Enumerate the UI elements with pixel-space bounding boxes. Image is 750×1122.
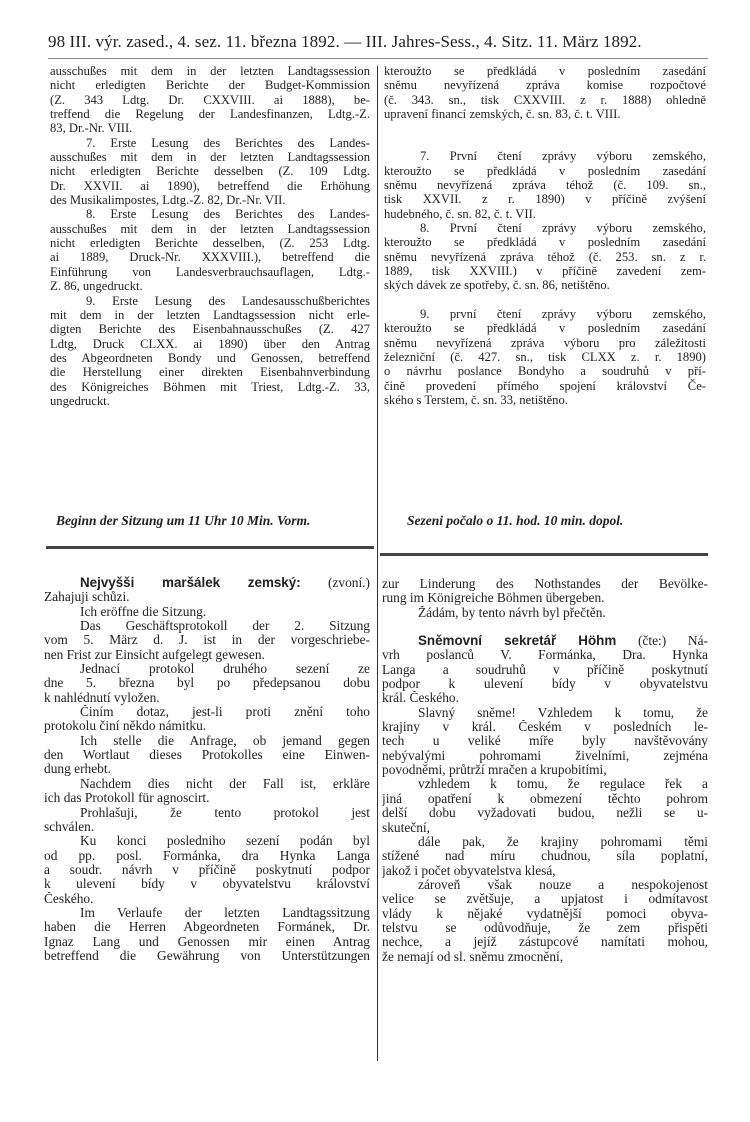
text-line: schválen. [44,819,95,834]
text-line: 7. První čtení zprávy výboru zemského, [420,149,706,164]
text-line: povodněmi, průtrží mračen a krupobitími, [382,763,607,778]
text-line: (Z. 343 Ldtg. Dr. CXXVIII. ai 1888), be- [50,92,370,107]
paragraph [50,136,370,208]
paragraph [382,777,708,834]
text-line: nicht erledigten Berichte desselben, (Z. 253 Ldtg. [50,236,370,251]
text-line: 7. Erste Lesung des Berichtes des Landes- [86,135,370,150]
text-line: jakož i počet obyvatelstva klesá, [382,863,556,878]
text-line: Ignaz Lang und Genossen mir einen Antrag [44,934,370,949]
text-line: sněmu nevyřízená zpráva komise rozpočtové [384,78,706,93]
paragraph [50,64,370,136]
text-line: nen Frist zur Einsicht aufgelegt gewesen. [44,647,265,662]
speaker-name: Sněmovní sekretář Höhm [418,634,617,649]
text-line: ausschußes mit dem in der letzten Landtagssession [50,150,370,165]
text-line: dále pak, že krajiny pohromami těmi [418,834,708,849]
paragraph [44,619,370,662]
top-left-column [50,64,370,408]
text-line: 9. první čtení zprávy výboru zemského, [420,306,706,321]
text-line: sněmu nevyřízená zpráva téhož (č. 109. sn., [384,178,706,193]
paragraph [50,294,370,409]
text-line: (č. 343. sn., tisk CXXVIII. z r. 1888) ohledně [384,92,706,107]
text-line: vzhledem k tomu, že regulace řek a [418,777,708,792]
text-line: haben die Herren Abgeordneten Formánek, Dr. [44,920,370,935]
paragraph [382,835,708,878]
text-line: tech u veliké míře byly navštěvovány [382,734,708,749]
text-line: ai 1889, Druck-Nr. XXXVIII.), betreffend die [50,250,370,265]
text-line: hudebného, č. sn. 82, č. t. VII. [384,206,536,221]
text-line: dung erhebt. [44,762,111,777]
text-line: Einführung von Landesverbrauchsauflagen, Ldtg.- [50,264,370,279]
paragraph [382,634,708,706]
text-line: nebývalými pohromami živelními, zejména [382,748,708,763]
section-divider-left [46,546,374,549]
paragraph [382,606,708,620]
text-line: nechce, a jejíž zástupcové namítati mohou, [382,935,708,950]
text-line: stížené nad míru chudnou, síla poplatní, [382,849,708,864]
paragraph [384,307,706,407]
text-line: velice se zvětšuje, a upjatost i odmítavost [382,892,708,907]
text-line: o návrhu poslance Bondyho a soudruhů v pří- [384,364,706,379]
header-rule [48,58,708,59]
text-line: krajiny v král. Českém v posledních le- [382,720,708,735]
text-line: sněmu nevyřízená zpráva výboru pro záležitosti [384,335,706,350]
text-line [382,634,708,648]
text-line: 8. Erste Lesung des Berichtes des Landes- [86,207,370,222]
text-line: ich das Protokoll für agnoscirt. [44,791,210,806]
text-line: kteroužto se předkládá v posledním zasedání [384,321,706,336]
text-line: 1889, tisk XXVIII.) v příčině zavedení zem- [384,264,706,279]
text-line: Ku konci posledniho sezení podán byl [80,834,370,849]
paragraph [44,777,370,806]
text-line: ausschußes mit dem in der letzten Landtagssession [50,221,370,236]
text-line: že nemají od sl. sněmu zmocnění, [382,949,564,964]
text-line: Im Verlaufe der letzten Landtagssitzung [80,905,370,920]
text-line: ského s Terstem, č. sn. 33, netištěno. [384,392,568,407]
text-line: 9. Erste Lesung des Landesausschußberichtes [86,293,370,308]
column-divider [377,66,378,1061]
text-line: des Abgeordneten Bondy und Genossen, betreffend [50,350,370,365]
session-start-czech: Sezeni počalo o 11. hod. 10 min. dopol. [407,513,624,528]
text-line: k nahlédnutí vyložen. [44,690,160,705]
text-line: tisk XXVII. z r. 1890) v příčině zvýšení [384,192,706,207]
text-line: vom 5. März d. J. ist in der vorgeschriebe- [44,633,370,648]
paragraph [44,734,370,777]
text-line: 8. První čtení zprávy výboru zemského, [420,221,706,236]
text-line: telstvu se odůvodňuje, že zem přispěti [382,920,708,935]
text-line: die Herstellung einer direkten Eisenbahnverbindung [50,365,370,380]
text-line: Prohlašuji, že tento protokol jest [80,805,370,820]
paragraph [384,221,706,293]
text-line: kteroužto se předkládá v posledním zasedání [384,235,706,250]
text-line: kteroužto se předkládá v posledním zasedání [384,163,706,178]
text-line: od pp. posl. Formánka, dra Hynka Langa [44,848,370,863]
text-line: čině provedení přímého spojení království Če- [384,378,706,393]
text-line: Českého. [44,891,94,906]
text-line: Zahajuji schůzi. [44,590,130,605]
header-czech: 98 III. výr. zased., 4. sez. 11. března 1892. [48,32,340,51]
paragraph [44,806,370,835]
paragraph [382,878,708,964]
paragraph [44,576,370,605]
paragraph [382,706,708,778]
text-line: ausschußes mit dem in der letzten Landtagssession [50,64,370,78]
line-text: (zvoní.) [300,576,370,590]
line-text: (čte:) Ná- [616,634,708,649]
text-line: des Musikalimpostes, Ldtg.-Z. 82, Dr.-Nr. VII. [50,193,286,208]
paragraph [44,834,370,906]
text-line: a soudr. návrh v příčině poskytnutí podpor [44,862,370,877]
text-line: betreffend die Gewährung von Unterstützungen [44,948,370,963]
text-line: delší dobu vyžadovati budou, nežli se u- [382,806,708,821]
text-line: vrh poslanců V. Formánka, Dra. Hynka [382,648,708,663]
text-line: ungedruckt. [50,393,110,408]
text-line: protokolu činí někdo námitku. [44,719,207,734]
text-line: železniční (č. 427. sn., tisk CLXX z. r. 1890) [384,349,706,364]
page-header [48,32,708,52]
text-line: k ulevení bídy v obyvatelstvu království [44,877,370,892]
paragraph [44,605,370,619]
text-line: král. Českého. [382,691,459,706]
text-line: skuteční, [382,820,430,835]
text-line: des Königreiches Böhmen mit Triest, Ldtg.-Z. 33, [50,379,370,394]
text-line: vlády k nějaké vydatnější pomoci obyva- [382,906,708,921]
text-line: ských dávek ze spotřeby, č. sn. 86, netištěno. [384,278,610,293]
speaker-name: Nejvyšši maršálek zemský: [80,576,301,590]
text-line: podpor k ulevení bídy v obyvatelstvu [382,677,708,692]
text-line: Ich eröffne die Sitzung. [80,604,207,619]
paragraph [384,149,706,221]
text-line: Slavný sněme! Vzhledem k tomu, že [418,705,708,720]
text-line: nicht erledigten Berichte der Budget-Kommission [50,78,370,93]
text-line: jiná opatření k obmezení těchto pohrom [382,791,708,806]
bottom-left-column [44,576,370,963]
text-line: 83, Dr.-Nr. VIII. [50,121,133,136]
paragraph [44,662,370,705]
paragraph [50,207,370,293]
text-line: dne 5. března byl po předepsanou dobu [44,676,370,691]
paragraph [44,906,370,963]
bottom-right-column [382,577,708,964]
paragraph [382,577,708,606]
paragraph [44,705,370,734]
text-line: Činím dotaz, jest-li proti znění toho [80,705,370,720]
text-line: zároveň však nouze a nespokojenost [418,877,708,892]
text-line: rung im Königreiche Böhmen übergeben. [382,591,605,606]
top-right-column [384,64,706,407]
text-line: zur Linderung des Nothstandes der Bevölke- [382,577,708,591]
text-line: Nachdem dies nicht der Fall ist, erkläre [80,776,370,791]
text-line: kteroužto se předkládá v posledním zasedání [384,64,706,78]
text-line: Dr. XXVII. ai 1890), betreffend die Erhöhung [50,178,370,193]
text-line: Ldtg, Druck CLXX. ai 1890) über den Antrag [50,336,370,351]
text-line: den Wortlaut dieses Protokolles eine Einwen- [44,748,370,763]
text-line: Z. 86, ungedruckt. [50,279,143,294]
text-line: digten Berichte des Eisenbahnausschußes (Z. 427 [50,322,370,337]
text-line: upravení financí zemských, č. sn. 83, č. t. VIII. [384,107,621,122]
text-line: mit dem in der letzten Landtagssession nicht erle- [50,307,370,322]
text-line [44,576,370,590]
header-german: — III. Jahres-Sess., 4. Sitz. 11. März 1892. [344,32,642,51]
text-line: Žádám, by tento návrh byl přečtěn. [418,605,606,620]
text-line: sněmu nevyřízená zpráva téhož (č. 253. sn. z r. [384,249,706,264]
text-line: Ich stelle die Anfrage, ob jemand gegen [80,733,370,748]
text-line: Jednací protokol druhého sezení ze [80,662,370,677]
text-line: Langa a soudruhů v příčině poskytnutí [382,662,708,677]
session-start-german: Beginn der Sitzung um 11 Uhr 10 Min. Vorm. [56,513,311,528]
text-line: Das Geschäftsprotokoll der 2. Sitzung [80,619,370,634]
text-line: nicht erledigten Berichte desselben (Z. 109 Ldtg. [50,164,370,179]
text-line: treffend die Regelung der Landesfinanzen, Ldtg.-Z. [50,107,370,122]
paragraph [384,64,706,121]
section-divider-right [380,553,708,556]
